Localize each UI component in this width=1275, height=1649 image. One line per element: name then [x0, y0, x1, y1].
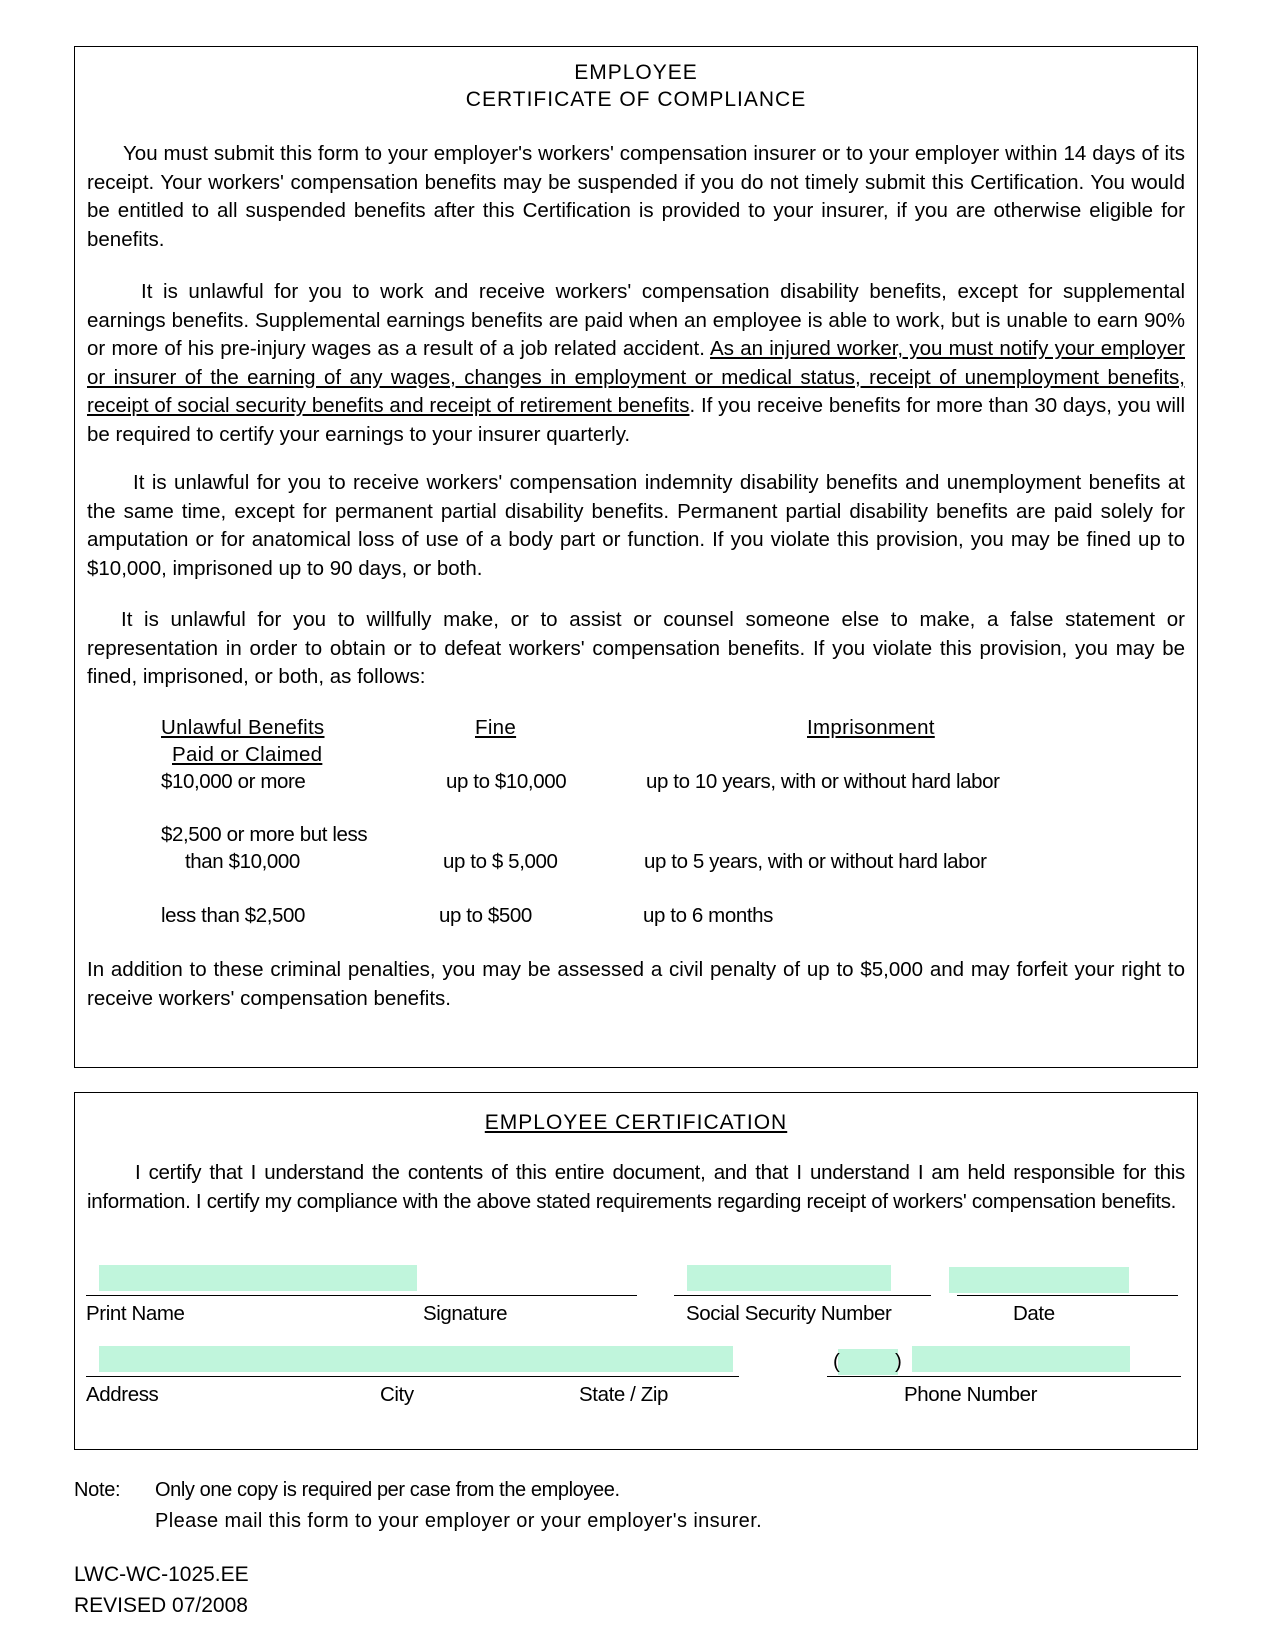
- paragraph-submit-form: You must submit this form to your employer's workers' compensation insurer or to your employer within 14 days of its receipt. Your workers' compensation benefits may be suspended if you do not timely submit this Certification. You would be entitled to all suspended benefits after this Certification is provided to your insurer, if you are otherwise eligible for benefits.: [87, 142, 1185, 251]
- paragraph-false-statement: It is unlawful for you to willfully make, or to assist or counsel someone else to make, a false statement or representation in order to obtain or to defeat workers' compensation benefits. If you violate this provision, you may be fined, imprisoned, or both, as follows:: [87, 608, 1185, 688]
- paragraph-civil-penalty: In addition to these criminal penalties, you may be assessed a civil penalty of up to $5,000 and may forfeit your right to receive workers' compensation benefits.: [87, 958, 1185, 1010]
- print-name-input[interactable]: [99, 1265, 417, 1291]
- row2-imprisonment: up to 5 years, with or without hard labor: [644, 850, 987, 873]
- row2-benefits-cont: than $10,000: [185, 850, 300, 873]
- label-phone: Phone Number: [904, 1383, 1038, 1406]
- certification-section: [74, 1092, 1198, 1450]
- header-imprisonment: Imprisonment: [807, 716, 935, 739]
- certification-title-text: EMPLOYEE CERTIFICATION: [484, 1111, 788, 1134]
- note-line1: Only one copy is required per case from the employee.: [155, 1479, 620, 1501]
- paragraph-work-text: It is unlawful for you to work and receive workers' compensation disability benefits, except for supplemental earnings benefits. Supplemental earnings benefits are paid when an employee is able to work, but is unable to earn 90% or more of his pre-injury wages as a result of a job related accident.: [87, 280, 1185, 360]
- title-employee: EMPLOYEE: [574, 61, 698, 84]
- ssn-input[interactable]: [687, 1265, 891, 1291]
- row2-fine: up to $ 5,000: [443, 850, 558, 873]
- paragraph-work-text-end: . If you receive benefits for more than 30 days, you will be required to certify your earnings to your insurer quarterly.: [87, 394, 1185, 446]
- address-line: [86, 1376, 739, 1377]
- paren-open: (: [833, 1350, 840, 1373]
- label-date: Date: [1013, 1302, 1055, 1325]
- row1-benefits: $10,000 or more: [161, 770, 306, 793]
- label-signature: Signature: [423, 1302, 508, 1325]
- label-address: Address: [86, 1383, 159, 1406]
- note-line2: Please mail this form to your employer or your employer's insurer.: [155, 1510, 763, 1532]
- title-certificate-of-compliance: CERTIFICATE OF COMPLIANCE: [465, 88, 807, 111]
- row1-imprisonment: up to 10 years, with or without hard labor: [646, 770, 1000, 793]
- certification-title: [75, 1111, 1197, 1135]
- label-print-name: Print Name: [86, 1302, 185, 1325]
- date-input[interactable]: [949, 1267, 1129, 1293]
- row3-fine: up to $500: [439, 904, 532, 927]
- area-code-input[interactable]: [838, 1349, 898, 1375]
- paragraph-unemployment: It is unlawful for you to receive workers' compensation indemnity disability benefits and unemployment benefits at the same time, except for permanent partial disability benefits. Permanent partial disability benefits are paid solely for amputation or for anatomical loss of use of a body part or function. If you violate this provision, you may be fined up to $10,000, imprisoned up to 90 days, or both.: [87, 471, 1185, 580]
- address-input[interactable]: [99, 1346, 733, 1372]
- date-line: [957, 1295, 1178, 1296]
- form-code: LWC-WC-1025.EE: [74, 1563, 249, 1586]
- compliance-section: [74, 46, 1198, 1068]
- label-state-zip: State / Zip: [579, 1383, 669, 1406]
- ssn-line: [674, 1295, 931, 1296]
- row2-benefits: $2,500 or more but less: [161, 823, 368, 846]
- row3-imprisonment: up to 6 months: [643, 904, 774, 927]
- paren-close: ): [895, 1350, 902, 1373]
- row3-benefits: less than $2,500: [161, 904, 306, 927]
- note-label: Note:: [74, 1479, 121, 1501]
- header-unlawful-benefits: Unlawful Benefits: [161, 716, 325, 739]
- paragraph-work-and-benefits: [87, 278, 1185, 449]
- label-ssn: Social Security Number: [686, 1302, 892, 1325]
- notify-employer-underlined: As an injured worker, you must notify your employer or insurer of the earning of any wages, changes in employment or medical status, receipt of unemployment benefits, receipt of social security benefits and receipt of retirement benefits: [87, 337, 1186, 417]
- header-fine: Fine: [475, 716, 517, 739]
- phone-input[interactable]: [912, 1346, 1130, 1372]
- row1-fine: up to $10,000: [446, 770, 567, 793]
- certification-statement: I certify that I understand the contents of this entire document, and that I understand I am held responsible for this information. I certify my compliance with the above stated requirements regarding receipt of workers' compensation benefits.: [87, 1161, 1185, 1213]
- name-signature-line: [86, 1295, 637, 1296]
- phone-line: [827, 1376, 1181, 1377]
- header-paid-or-claimed: Paid or Claimed: [172, 743, 323, 766]
- label-city: City: [380, 1383, 414, 1406]
- form-revised: REVISED 07/2008: [74, 1594, 248, 1617]
